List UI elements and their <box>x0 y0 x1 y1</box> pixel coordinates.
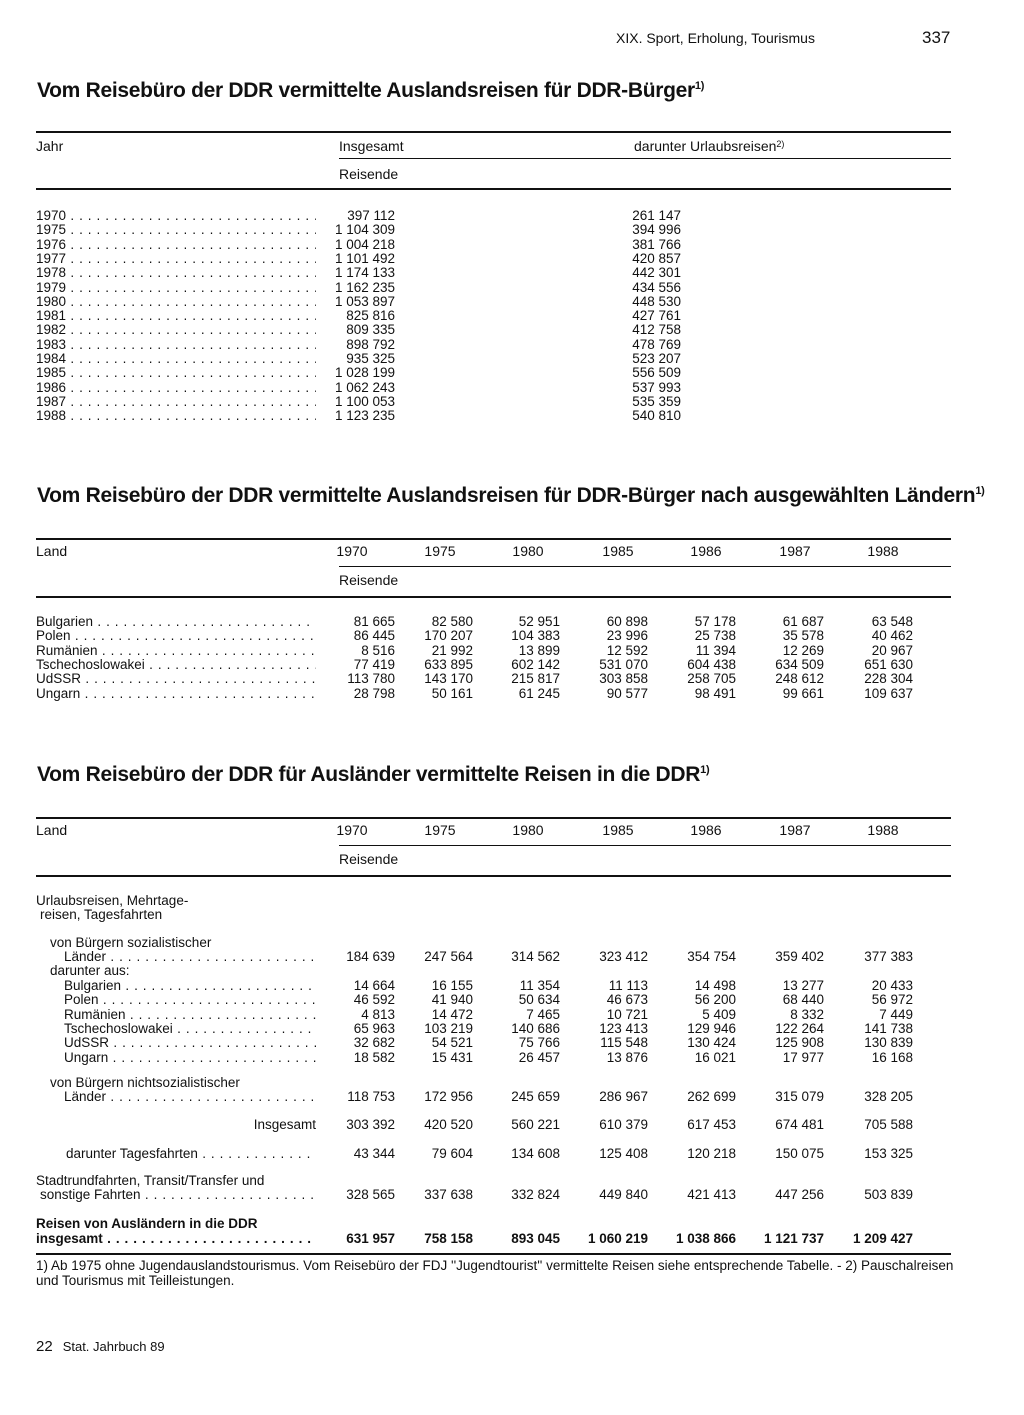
country-label: Bulgarien . . . <box>36 615 316 629</box>
table-row <box>36 672 916 686</box>
table-row <box>36 395 916 409</box>
table2-top-rule <box>36 538 951 540</box>
insgesamt-value: 1 174 133 <box>334 265 395 281</box>
value-1987: 35 578 <box>782 628 824 644</box>
value-1985: 90 577 <box>606 685 648 701</box>
country-label: Bulgarien . . . <box>64 979 316 993</box>
value-1975: 633 895 <box>424 656 473 672</box>
value-1986: 617 453 <box>687 1117 736 1132</box>
year-header-1986: 1986 <box>690 543 722 559</box>
insgesamt-value: 1 053 897 <box>334 293 395 309</box>
table-row <box>36 366 916 380</box>
table2-header-rule <box>36 596 951 598</box>
urlaubsreisen-value: 442 301 <box>632 265 681 281</box>
value-1975: 758 158 <box>424 1231 473 1246</box>
table-row <box>36 644 916 658</box>
value-1975: 82 580 <box>431 614 473 629</box>
nichtsozialistisch-label-line1: von Bürgern nichtsozialistischer <box>50 1075 240 1090</box>
value-1988: 130 839 <box>864 1035 913 1051</box>
value-1986: 258 705 <box>687 671 736 687</box>
country-label: Tschechoslowakei . . . <box>64 1022 316 1036</box>
value-1986: 57 178 <box>694 614 736 629</box>
country-label: Rumänien . . . <box>36 644 316 658</box>
value-1986: 130 424 <box>687 1035 736 1051</box>
value-1988: 20 433 <box>871 978 913 993</box>
value-1988: 503 839 <box>864 1187 913 1202</box>
table3-header-rule <box>36 875 951 877</box>
insgesamt-value: 809 335 <box>346 322 395 338</box>
value-1980: 215 817 <box>511 671 560 687</box>
table-row <box>36 1008 916 1022</box>
insgesamt-value: 1 004 218 <box>334 236 395 252</box>
page-number: 337 <box>922 28 951 47</box>
year-label: 1984 . . . <box>36 352 316 366</box>
stadtrundfahrten-row <box>36 1188 916 1202</box>
total-row <box>36 1232 916 1246</box>
country-label: Polen . . . <box>64 993 316 1007</box>
value-1970: 28 798 <box>353 685 395 701</box>
value-1985: 303 858 <box>599 671 648 687</box>
footnote-line-2: und Tourismus mit Teilleistungen. <box>36 1273 235 1288</box>
value-1988: 377 383 <box>864 949 913 964</box>
nichtsozialistisch-row <box>36 1090 916 1104</box>
country-label: Polen . . . <box>36 629 316 643</box>
year-label: 1977 . . . <box>36 252 316 266</box>
sozialistisch-row <box>36 950 916 964</box>
urlaubsreisen-value: 537 993 <box>632 379 681 395</box>
value-1970: 43 344 <box>353 1146 395 1161</box>
value-1975: 143 170 <box>424 671 473 687</box>
urlaubsreisen-value: 540 810 <box>632 408 681 424</box>
table-row <box>36 409 916 423</box>
value-1985: 610 379 <box>599 1117 648 1132</box>
country-label: UdSSR . . . <box>36 672 316 686</box>
value-1987: 61 687 <box>782 614 824 629</box>
table-row <box>36 281 916 295</box>
row-label: Länder . . . <box>64 1090 316 1104</box>
insgesamt-value: 1 104 309 <box>334 222 395 238</box>
value-1987: 125 908 <box>775 1035 824 1051</box>
year-header-1980: 1980 <box>512 822 544 838</box>
urlaubsreisen-value: 448 530 <box>632 293 681 309</box>
value-1987: 1 121 737 <box>763 1231 824 1246</box>
table3-title: Vom Reisebüro der DDR für Ausländer vermittelte Reisen in die DDR$^{1)}$ <box>37 763 710 786</box>
year-header-1987: 1987 <box>779 543 811 559</box>
table-row <box>36 309 916 323</box>
value-1985: 10 721 <box>606 1006 648 1022</box>
value-1988: 141 738 <box>864 1020 913 1036</box>
insgesamt-value: 935 325 <box>346 351 395 366</box>
value-1987: 315 079 <box>775 1089 824 1104</box>
year-header-1975: 1975 <box>424 822 456 838</box>
insgesamt-value: 397 112 <box>347 208 395 223</box>
table-row <box>36 381 916 395</box>
country-label: Ungarn . . . <box>36 687 316 701</box>
table3-header-unit: Reisende <box>339 851 399 867</box>
value-1988: 651 630 <box>864 656 913 672</box>
value-1985: 1 060 219 <box>587 1231 648 1246</box>
table-row <box>36 1051 916 1065</box>
footer-number: 22 <box>36 1338 53 1355</box>
year-label: 1988 . . . <box>36 409 316 423</box>
year-label: 1986 . . . <box>36 381 316 395</box>
value-1987: 447 256 <box>775 1187 824 1202</box>
value-1970: 118 753 <box>347 1089 395 1104</box>
value-1980: 245 659 <box>511 1089 560 1104</box>
value-1988: 16 168 <box>871 1049 913 1065</box>
footnote <box>36 1258 956 1288</box>
value-1986: 11 394 <box>695 642 736 658</box>
value-1975: 247 564 <box>424 949 473 964</box>
table3-top-rule <box>36 817 951 819</box>
country-label: Rumänien . . . <box>64 1008 316 1022</box>
value-1980: 7 465 <box>526 1006 560 1022</box>
value-1985: 286 967 <box>599 1089 648 1104</box>
value-1988: 7 449 <box>879 1006 913 1022</box>
value-1970: 113 780 <box>347 671 395 687</box>
value-1986: 1 038 866 <box>675 1231 736 1246</box>
value-1970: 303 392 <box>346 1117 395 1132</box>
value-1986: 5 409 <box>702 1006 736 1022</box>
value-1975: 50 161 <box>431 685 473 701</box>
urlaubsreisen-value: 523 207 <box>632 351 681 366</box>
value-1985: 449 840 <box>599 1187 648 1202</box>
value-1970: 18 582 <box>353 1049 395 1065</box>
value-1980: 75 766 <box>518 1035 560 1051</box>
year-label: 1983 . . . <box>36 338 316 352</box>
table-row <box>36 352 916 366</box>
urlaubsreisen-value: 556 509 <box>632 365 681 381</box>
insgesamt-value: 1 162 235 <box>334 279 395 295</box>
value-1988: 20 967 <box>871 642 913 658</box>
urlaubsreisen-value: 434 556 <box>632 279 681 295</box>
value-1988: 1 209 427 <box>852 1231 913 1246</box>
year-label: 1981 . . . <box>36 309 316 323</box>
value-1975: 21 992 <box>431 642 473 658</box>
value-1975: 15 431 <box>431 1049 473 1065</box>
total-label-line1: Reisen von Ausländern in die DDR <box>36 1216 258 1231</box>
urlaubsreisen-value: 381 766 <box>632 236 681 252</box>
year-label: 1980 . . . <box>36 295 316 309</box>
urlaubsreisen-value: 261 147 <box>632 208 681 223</box>
value-1986: 604 438 <box>687 656 736 672</box>
value-1987: 68 440 <box>782 992 824 1008</box>
table-row <box>36 238 916 252</box>
value-1985: 123 413 <box>599 1020 648 1036</box>
value-1985: 12 592 <box>606 642 648 658</box>
value-1975: 172 956 <box>424 1089 473 1104</box>
table2-header-unit: Reisende <box>339 572 399 588</box>
value-1975: 170 207 <box>424 628 473 644</box>
table-row <box>36 338 916 352</box>
table-row <box>36 1022 916 1036</box>
value-1988: 328 205 <box>864 1089 913 1104</box>
value-1980: 13 899 <box>518 642 560 658</box>
year-label: 1978 . . . <box>36 266 316 280</box>
value-1980: 332 824 <box>511 1187 560 1202</box>
value-1980: 560 221 <box>511 1117 560 1132</box>
value-1988: 56 972 <box>871 992 913 1008</box>
value-1988: 109 637 <box>864 685 913 701</box>
table1-sub-rule <box>339 158 951 159</box>
urlaubsreisen-value: 427 761 <box>632 308 681 324</box>
value-1975: 79 604 <box>431 1146 473 1161</box>
country-label: UdSSR . . . <box>64 1036 316 1050</box>
table1-header-jahr: Jahr <box>36 138 64 154</box>
insgesamt-value: 825 816 <box>346 308 395 324</box>
stadtrundfahrten-label-line1: Stadtrundfahrten, Transit/Transfer und <box>36 1173 265 1188</box>
value-1970: 631 957 <box>346 1231 395 1246</box>
insgesamt-row <box>36 1118 916 1132</box>
table1-header-rule <box>36 188 951 190</box>
value-1988: 153 325 <box>864 1146 913 1161</box>
value-1980: 893 045 <box>511 1231 560 1246</box>
value-1987: 12 269 <box>782 642 824 658</box>
value-1985: 60 898 <box>606 614 648 629</box>
urlaubsreisen-label-line1: Urlaubsreisen, Mehrtage- <box>36 893 189 908</box>
value-1986: 25 738 <box>694 628 736 644</box>
table-row <box>36 266 916 280</box>
value-1985: 11 113 <box>608 978 648 993</box>
year-header-1987: 1987 <box>779 822 811 838</box>
value-1980: 134 608 <box>511 1146 560 1161</box>
insgesamt-value: 1 028 199 <box>334 365 395 381</box>
value-1975: 420 520 <box>424 1117 473 1132</box>
urlaubsreisen-label-line2: reisen, Tagesfahrten <box>40 907 163 922</box>
table1-header-insgesamt: Insgesamt <box>339 138 404 154</box>
table1-header-darunter: darunter Urlaubsreisen$^{2)}$ <box>634 138 785 154</box>
value-1980: 104 383 <box>511 628 560 644</box>
row-label: insgesamt . . . <box>36 1232 316 1246</box>
value-1970: 32 682 <box>353 1035 395 1051</box>
insgesamt-value: 898 792 <box>346 336 395 352</box>
tagesfahrten-row <box>36 1147 916 1161</box>
year-label: 1982 . . . <box>36 323 316 337</box>
table-row <box>36 223 916 237</box>
value-1987: 17 977 <box>782 1049 824 1065</box>
year-header-1980: 1980 <box>512 543 544 559</box>
value-1980: 140 686 <box>511 1020 560 1036</box>
year-header-1986: 1986 <box>690 822 722 838</box>
value-1970: 14 664 <box>353 978 395 993</box>
value-1980: 602 142 <box>511 656 560 672</box>
year-header-1975: 1975 <box>424 543 456 559</box>
value-1970: 86 445 <box>353 628 395 644</box>
value-1987: 248 612 <box>775 671 824 687</box>
table-row <box>36 687 916 701</box>
table-row <box>36 979 916 993</box>
insgesamt-value: 1 123 235 <box>334 408 395 424</box>
sozialistisch-label-line1: von Bürgern sozialistischer <box>50 935 212 950</box>
value-1987: 8 332 <box>790 1006 824 1022</box>
value-1980: 61 245 <box>518 685 560 701</box>
year-label: 1985 . . . <box>36 366 316 380</box>
value-1970: 184 639 <box>346 949 395 964</box>
darunter-aus-label: darunter aus: <box>50 963 130 978</box>
value-1975: 14 472 <box>431 1006 473 1022</box>
year-header-1985: 1985 <box>602 543 634 559</box>
value-1985: 115 548 <box>600 1035 648 1051</box>
value-1985: 23 996 <box>606 628 648 644</box>
value-1975: 54 521 <box>431 1035 473 1051</box>
value-1985: 323 412 <box>599 949 648 964</box>
value-1986: 421 413 <box>687 1187 736 1202</box>
value-1970: 81 665 <box>353 614 395 629</box>
urlaubsreisen-value: 478 769 <box>632 336 681 352</box>
value-1988: 705 588 <box>864 1117 913 1132</box>
value-1987: 634 509 <box>775 656 824 672</box>
row-label: Länder . . . <box>64 950 316 964</box>
table-row <box>36 252 916 266</box>
table-row <box>36 993 916 1007</box>
table-row <box>36 209 916 223</box>
value-1980: 11 354 <box>519 978 560 993</box>
value-1975: 103 219 <box>424 1020 473 1036</box>
value-1985: 531 070 <box>599 656 648 672</box>
table-row <box>36 629 916 643</box>
insgesamt-value: 1 101 492 <box>334 250 395 266</box>
value-1975: 16 155 <box>431 978 473 993</box>
table-row <box>36 615 916 629</box>
table1-title: Vom Reisebüro der DDR vermittelte Auslandsreisen für DDR-Bürger$^{1)}$ <box>37 79 705 102</box>
table2-title: Vom Reisebüro der DDR vermittelte Auslandsreisen für DDR-Bürger nach ausgewählten Ländern$^{1)}$ <box>37 484 985 507</box>
year-label: 1976 . . . <box>36 238 316 252</box>
value-1980: 26 457 <box>518 1049 560 1065</box>
year-header-1985: 1985 <box>602 822 634 838</box>
value-1975: 337 638 <box>424 1187 473 1202</box>
row-label: sonstige Fahrten . . . <box>40 1188 316 1202</box>
year-label: 1975 . . . <box>36 223 316 237</box>
country-label: Tschechoslowakei . . . <box>36 658 316 672</box>
year-label: 1987 . . . <box>36 395 316 409</box>
year-label: 1970 . . . <box>36 209 316 223</box>
table3-bottom-rule <box>36 1253 951 1255</box>
footnote-line-1: 1) Ab 1975 ohne Jugendauslandstourismus. Vom Reisebüro der FDJ ''Jugendtourist'' vermittelte Reisen siehe entsprechende Tabelle. - 2) Pauschalreisen <box>36 1258 954 1273</box>
table-row <box>36 658 916 672</box>
row-label: darunter Tagesfahrten . . . <box>66 1147 316 1161</box>
value-1985: 125 408 <box>599 1146 648 1161</box>
table-row <box>36 323 916 337</box>
year-header-1988: 1988 <box>867 822 899 838</box>
value-1987: 122 264 <box>775 1020 824 1036</box>
urlaubsreisen-value: 394 996 <box>632 222 681 238</box>
urlaubsreisen-value: 420 857 <box>632 250 681 266</box>
footer-publication: Stat. Jahrbuch 89 <box>62 1339 165 1354</box>
value-1986: 354 754 <box>687 949 736 964</box>
year-header-1988: 1988 <box>867 543 899 559</box>
value-1986: 120 218 <box>687 1146 736 1161</box>
value-1970: 4 813 <box>361 1006 395 1022</box>
table1-top-rule <box>36 131 951 133</box>
value-1986: 129 946 <box>687 1020 736 1036</box>
value-1975: 41 940 <box>431 992 473 1008</box>
value-1980: 52 951 <box>518 614 560 629</box>
table3-sub-rule <box>339 845 951 846</box>
insgesamt-value: 1 062 243 <box>334 379 395 395</box>
table2-header-land: Land <box>36 543 68 559</box>
table2-sub-rule <box>339 566 951 567</box>
value-1970: 328 565 <box>346 1187 395 1202</box>
value-1986: 14 498 <box>694 978 736 993</box>
value-1986: 16 021 <box>694 1049 736 1065</box>
table1-header-unit: Reisende <box>339 166 399 182</box>
value-1986: 56 200 <box>694 992 736 1008</box>
urlaubsreisen-value: 535 359 <box>632 393 681 409</box>
country-label: Ungarn . . . <box>64 1051 316 1065</box>
year-header-1970: 1970 <box>336 543 368 559</box>
value-1988: 63 548 <box>871 614 913 629</box>
insgesamt-value: 1 100 053 <box>334 393 395 409</box>
value-1987: 99 661 <box>782 685 824 701</box>
value-1985: 46 673 <box>606 992 648 1008</box>
value-1986: 262 699 <box>687 1089 736 1104</box>
value-1987: 13 277 <box>782 978 824 993</box>
table-row <box>36 1036 916 1050</box>
value-1988: 40 462 <box>871 628 913 644</box>
table3-header-land: Land <box>36 822 68 838</box>
value-1986: 98 491 <box>694 685 736 701</box>
year-header-1970: 1970 <box>336 822 368 838</box>
value-1970: 46 592 <box>353 992 395 1008</box>
page-footer <box>36 1338 165 1355</box>
value-1988: 228 304 <box>864 671 913 687</box>
value-1970: 65 963 <box>353 1020 395 1036</box>
value-1980: 50 634 <box>518 992 560 1008</box>
value-1970: 8 516 <box>361 642 395 658</box>
value-1987: 359 402 <box>775 949 824 964</box>
table-row <box>36 295 916 309</box>
value-1970: 77 419 <box>353 656 395 672</box>
row-label: Insgesamt <box>253 1118 316 1132</box>
value-1985: 13 876 <box>606 1049 648 1065</box>
urlaubsreisen-value: 412 758 <box>632 322 681 338</box>
section-title: XIX. Sport, Erholung, Tourismus <box>616 30 815 46</box>
value-1987: 150 075 <box>775 1146 824 1161</box>
value-1980: 314 562 <box>511 949 560 964</box>
value-1987: 674 481 <box>775 1117 824 1132</box>
year-label: 1979 . . . <box>36 281 316 295</box>
